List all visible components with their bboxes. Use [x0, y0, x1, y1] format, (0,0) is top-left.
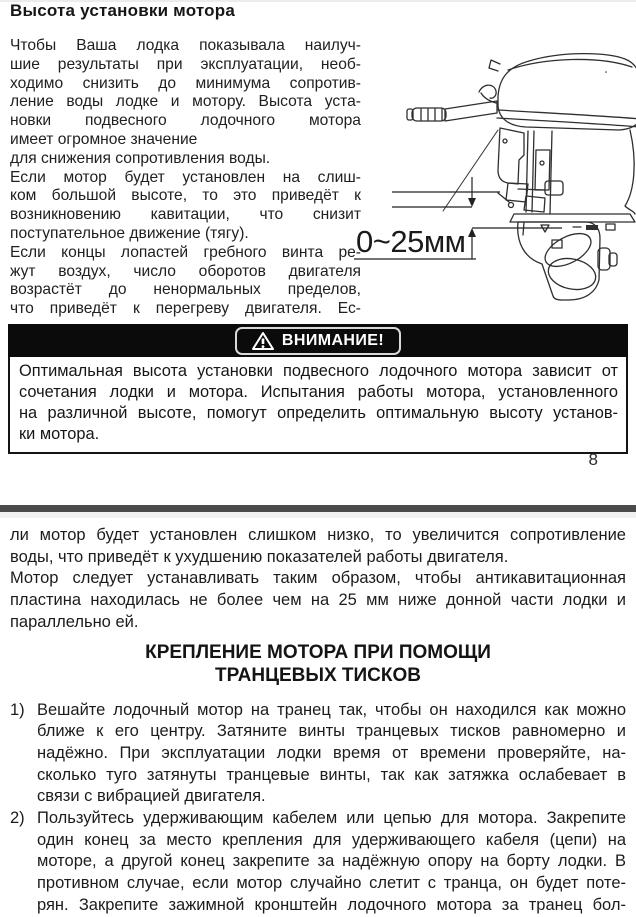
list-item	[10, 808, 626, 917]
text-line: Мотор следует устанавливать таким образом, чтобы антикавитационная	[10, 569, 626, 588]
text-line: ближе к его центру. Затяните винты транцевых тисков равномерно и	[37, 722, 626, 741]
dimension-label: 0~25мм	[356, 224, 466, 259]
text-line: ки мотора.	[19, 424, 100, 443]
page-title: Высота установки мотора	[10, 1, 236, 20]
text-line: на различной высоте, помогут определить оптимальную высоту установ-	[19, 403, 618, 422]
text-line: ком большой высоте, то это приведёт к	[10, 187, 361, 205]
text-line: шие результаты при эксплуатации, необ-	[10, 55, 361, 73]
text-line: Оптимальная высота установки подвесного лодочного мотора зависит от	[19, 362, 618, 380]
text-line: пластина находилась не более чем на 25 мм ниже донной части лодки и	[10, 591, 626, 610]
text-line: моторе, а другой конец закрепите за надёжную опору на борту лодки. В	[37, 852, 626, 871]
outboard-motor-illustration	[348, 0, 636, 314]
outboard-motor-figure	[348, 0, 636, 314]
text-line: надёжно. При эксплуатации лодки время от времени проверяйте, на-	[37, 743, 626, 762]
text-line: противном случае, если мотор случайно слетит с транца, он будет поте-	[37, 874, 626, 893]
intro-text	[10, 525, 626, 634]
text-line: ходимо снизить до минимума сопротив-	[10, 74, 361, 92]
text-line: имеет огромное значение	[10, 130, 198, 148]
section-heading	[10, 641, 626, 687]
section-heading-line2: ТРАНЦЕВЫХ ТИСКОВ	[215, 664, 421, 686]
text-line: Чтобы Ваша лодка показывала наилуч-	[10, 37, 361, 54]
text-line: возникновению кавитации, что снизит	[10, 206, 361, 224]
body-text-column	[10, 37, 361, 319]
text-line: возрастёт до ненормальных пределов,	[10, 281, 361, 299]
section-heading-line1: КРЕПЛЕНИЕ МОТОРА ПРИ ПОМОЩИ	[145, 641, 491, 663]
text-line: связи с вибрацией двигателя.	[37, 787, 266, 806]
text-line: Если мотор будет установлен на слиш-	[10, 168, 361, 186]
warning-title: ВНИМАНИЕ!	[281, 331, 385, 349]
text-line: ли мотор будет установлен слишком низко, то увеличится сопротивление	[10, 526, 626, 544]
text-line: сочетания лодки и мотора. Испытания работы мотора, установленного	[19, 382, 618, 401]
text-line: Если концы лопастей гребного винта ре-	[10, 243, 361, 261]
warning-triangle-icon	[252, 331, 274, 351]
page-separator-bar	[0, 505, 636, 512]
list-item-number: 1)	[10, 700, 25, 719]
page-edge-strip	[0, 512, 636, 518]
text-line: Пользуйтесь удерживающим кабелем или цепью для мотора. Закрепите	[37, 809, 626, 828]
numbered-list	[10, 700, 626, 917]
warning-box	[8, 324, 628, 454]
page-number: 8	[588, 450, 598, 469]
warning-header	[8, 324, 628, 357]
text-line: жут воздух, число оборотов двигателя	[10, 262, 361, 280]
text-line: воды, что приведёт к ухудшению показателей работы двигателя.	[10, 547, 509, 566]
text-line: параллельно ей.	[10, 612, 139, 631]
text-line: новки подвесного лодочного мотора	[10, 112, 361, 130]
warning-pill	[235, 327, 401, 355]
list-item	[10, 700, 626, 809]
warning-body	[8, 357, 628, 454]
page-2	[10, 525, 626, 917]
text-line: Вешайте лодочный мотор на транец так, чтобы он находился как можно	[37, 700, 626, 719]
text-line: сколько туго затянуты транцевые винты, так как затяжка ослабевает в	[37, 765, 626, 784]
text-line: один конец за место крепления для удерживающего кабеля (цепи) на	[37, 830, 626, 849]
text-line: ление воды лодке и мотору. Высота уста-	[10, 93, 361, 111]
text-line: рян. Закрепите зажимной кронштейн лодочного мотора за транец бол-	[37, 895, 626, 914]
text-line: что приведёт к перегреву двигателя. Ес-	[10, 300, 361, 318]
list-item-number: 2)	[10, 809, 25, 828]
text-line: для снижения сопротивления воды.	[10, 149, 271, 167]
text-line: поступательное движение (тягу).	[10, 224, 249, 242]
